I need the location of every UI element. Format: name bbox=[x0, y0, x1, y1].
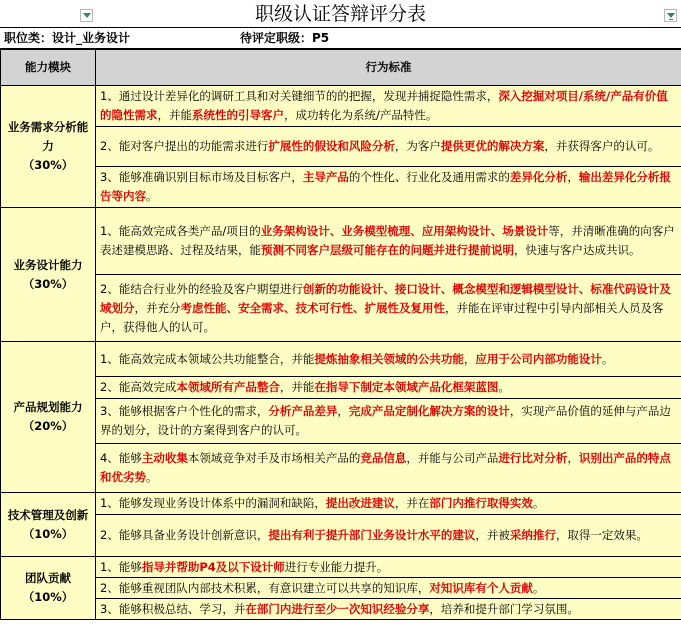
behavior-text: ，成功转化为系统/产品特性。 bbox=[284, 108, 438, 122]
header-row bbox=[1, 50, 681, 86]
criteria-table bbox=[0, 49, 681, 620]
highlight-text: 主动收集 bbox=[141, 451, 188, 465]
module-name: 技术管理及创新 bbox=[7, 507, 89, 522]
behavior-text: 。 bbox=[146, 470, 158, 484]
behavior-text: 。 bbox=[498, 380, 510, 394]
behavior-text: 3、能够准确识别目标市场及目标客户， bbox=[100, 170, 303, 184]
position-label: 职位类：设计_业务设计 bbox=[4, 31, 131, 45]
behavior-cell bbox=[96, 515, 681, 557]
behavior-text: 2、能结合行业外的经验及客户期望进行 bbox=[100, 281, 303, 296]
table-row bbox=[1, 86, 681, 127]
behavior-text: 2、能够重视团队内部技术积累，有意识建立可以共享的知识库， bbox=[100, 580, 430, 595]
behavior-text: ，培养和提升部门学习氛围。 bbox=[429, 601, 579, 616]
behavior-cell bbox=[96, 444, 681, 493]
behavior-cell bbox=[96, 167, 681, 208]
module-weight: （30%） bbox=[22, 158, 74, 172]
behavior-text: 1、能够 bbox=[100, 559, 142, 574]
table-row bbox=[1, 444, 681, 493]
module-weight: （10%） bbox=[22, 526, 74, 541]
table-row bbox=[1, 127, 681, 167]
behavior-text: ，快速与客户达成共识。 bbox=[514, 243, 641, 257]
highlight-text: 差异化分析 bbox=[509, 170, 568, 184]
highlight-text: 在部门内进行至少一次知识经验分享 bbox=[245, 601, 430, 616]
module-name: 产品规划能力 bbox=[13, 400, 83, 414]
highlight-text: 完成产品定制化解决方案的设计 bbox=[348, 404, 510, 418]
level-label: 待评定职级：P5 bbox=[240, 31, 330, 45]
highlight-text: 应用于公司内部功能设计 bbox=[475, 351, 602, 366]
highlight-text: 在指导下制定本领域产品化框架蓝图 bbox=[314, 380, 499, 394]
behavior-text: ，并能 bbox=[279, 380, 315, 394]
module-weight: （10%） bbox=[22, 590, 74, 604]
behavior-text: 1、能高效完成各类产品/项目的 bbox=[100, 224, 261, 238]
behavior-cell bbox=[96, 578, 681, 599]
highlight-text: 提出有利于提升部门业务设计水平的建议 bbox=[268, 528, 476, 542]
highlight-text: 识别出产品的特点和优劣势 bbox=[100, 451, 671, 484]
behavior-text: ， bbox=[567, 451, 579, 465]
highlight-text: 对知识库有个人贡献 bbox=[429, 580, 533, 595]
module-weight: （30%） bbox=[22, 276, 74, 291]
behavior-cell bbox=[96, 275, 681, 342]
highlight-text: 系统性的引导客户 bbox=[192, 108, 284, 122]
highlight-text: 预测不同客户层级可能存在的问题并进行提前说明 bbox=[261, 243, 514, 257]
title-row bbox=[0, 0, 681, 28]
behavior-text: ，并能与公司产品 bbox=[406, 451, 499, 465]
highlight-text: 业务架构设计、业务模型梳理、应用架构设计、场景设计 bbox=[260, 224, 549, 238]
behavior-text: 的个性化、行业化及通用需求的 bbox=[348, 170, 510, 184]
behavior-text: ， bbox=[463, 351, 476, 366]
behavior-text: ，并被 bbox=[475, 528, 510, 542]
table-row bbox=[1, 275, 681, 342]
info-row bbox=[0, 28, 681, 49]
behavior-text: ，为客户 bbox=[394, 139, 441, 153]
behavior-cell bbox=[96, 399, 681, 444]
table-row bbox=[1, 342, 681, 377]
behavior-cell bbox=[96, 493, 681, 515]
behavior-text: 1、能够发现业务设计体系中的漏洞和缺陷， bbox=[100, 496, 326, 510]
sheet-title: 职级认证答辩评分表 bbox=[254, 3, 426, 25]
highlight-text: 主导产品 bbox=[302, 170, 349, 184]
highlight-text: 提出改进建议 bbox=[325, 496, 395, 510]
highlight-text: 进行比对分析 bbox=[498, 451, 568, 465]
behavior-text: 2、能够具备业务设计创新意识， bbox=[100, 528, 269, 542]
behavior-cell bbox=[96, 208, 681, 275]
module-cell bbox=[1, 557, 96, 620]
highlight-text: 创新的功能设计、接口设计、概念模型和逻辑模型设计、标准代码设计及域划分 bbox=[100, 281, 671, 315]
behavior-text: ，取得一定效果。 bbox=[555, 528, 648, 542]
module-name: 团队贡献 bbox=[25, 571, 71, 585]
behavior-text: 。 bbox=[601, 351, 614, 366]
behavior-text: ，并充分 bbox=[134, 300, 181, 315]
highlight-text: 扩展性的假设和风险分析 bbox=[268, 139, 395, 153]
behavior-text: ，并获得客户的认可。 bbox=[544, 139, 660, 153]
highlight-text: 考虑性能、安全需求、技术可行性、扩展性及复用性 bbox=[180, 300, 445, 315]
highlight-text: 提炼抽象相关领域的公共功能 bbox=[314, 351, 464, 366]
behavior-text: 。 bbox=[532, 496, 545, 510]
table-row bbox=[1, 167, 681, 208]
highlight-text: 分析产品差异 bbox=[268, 404, 338, 418]
behavior-text: 。 bbox=[146, 189, 158, 203]
module-header: 能力模块 bbox=[1, 50, 96, 86]
module-name: 业务设计能力 bbox=[13, 257, 83, 272]
behavior-text: ， bbox=[567, 170, 579, 184]
behavior-text: 2、能高效完成 bbox=[100, 380, 177, 394]
behavior-text: 2、能对客户提出的功能需求进行 bbox=[100, 139, 269, 153]
behavior-cell bbox=[96, 377, 681, 399]
behavior-cell bbox=[96, 342, 681, 377]
behavior-text: 。 bbox=[532, 580, 545, 595]
table-row bbox=[1, 208, 681, 275]
table-row bbox=[1, 557, 681, 578]
module-name: 业务需求分析能力 bbox=[7, 120, 89, 153]
behavior-text: 4、能够 bbox=[100, 451, 142, 465]
table-row bbox=[1, 377, 681, 399]
highlight-text: 指导并帮助P4及以下设计师 bbox=[141, 559, 285, 574]
module-cell bbox=[1, 208, 96, 342]
behavior-text: 3、能够根据客户个性化的需求， bbox=[100, 404, 269, 418]
behavior-text: ，实现产品价值的延伸与产品边界的划分，设计的方案得到客户的认可。 bbox=[100, 404, 671, 437]
highlight-text: 深入挖掘对项目/系统/产品有价值的隐性需求 bbox=[100, 89, 668, 122]
behavior-cell bbox=[96, 127, 681, 167]
table-row bbox=[1, 493, 681, 515]
highlight-text: 提供更优的解决方案 bbox=[440, 139, 545, 153]
filter-dropdown-icon[interactable] bbox=[664, 9, 677, 22]
behavior-text: 等，并清晰准确的向客户表述建模思路、过程及结果，能 bbox=[100, 224, 675, 257]
module-cell bbox=[1, 342, 96, 493]
highlight-text: 本领域所有产品整合 bbox=[176, 380, 280, 394]
module-cell bbox=[1, 493, 96, 557]
table-row bbox=[1, 578, 681, 599]
behavior-text: 1、通过设计差异化的调研工具和对关键细节的的把握，发现并捕捉隐性需求， bbox=[100, 89, 499, 103]
behavior-text: 本领域竞争对手及市场相关产品的 bbox=[187, 451, 361, 465]
highlight-text: 竞品信息 bbox=[360, 451, 407, 465]
behavior-text: 进行专业能力提升。 bbox=[284, 559, 389, 574]
behavior-cell bbox=[96, 86, 681, 127]
highlight-text: 部门内推行取得实效 bbox=[429, 496, 533, 510]
highlight-text: 采纳推行 bbox=[509, 528, 556, 542]
module-cell bbox=[1, 86, 96, 208]
behavior-text: ，并能在评审过程中引导内部相关人员及客户，获得他人的认可。 bbox=[100, 300, 664, 334]
behavior-text: ， bbox=[337, 404, 349, 418]
table-row bbox=[1, 515, 681, 557]
behavior-text: ，并在 bbox=[394, 496, 430, 510]
behavior-text: 1、能高效完成本领域公共功能整合，并能 bbox=[100, 351, 315, 366]
behavior-cell bbox=[96, 599, 681, 620]
highlight-text: 输出差异化分析报告等内容 bbox=[100, 170, 671, 203]
behavior-header: 行为标准 bbox=[96, 50, 681, 86]
table-row bbox=[1, 599, 681, 620]
behavior-cell bbox=[96, 557, 681, 578]
behavior-text: 3、能够积极总结、学习，并 bbox=[100, 601, 246, 616]
behavior-text: ，并能 bbox=[157, 108, 192, 122]
module-weight: （20%） bbox=[22, 419, 74, 433]
table-row bbox=[1, 399, 681, 444]
